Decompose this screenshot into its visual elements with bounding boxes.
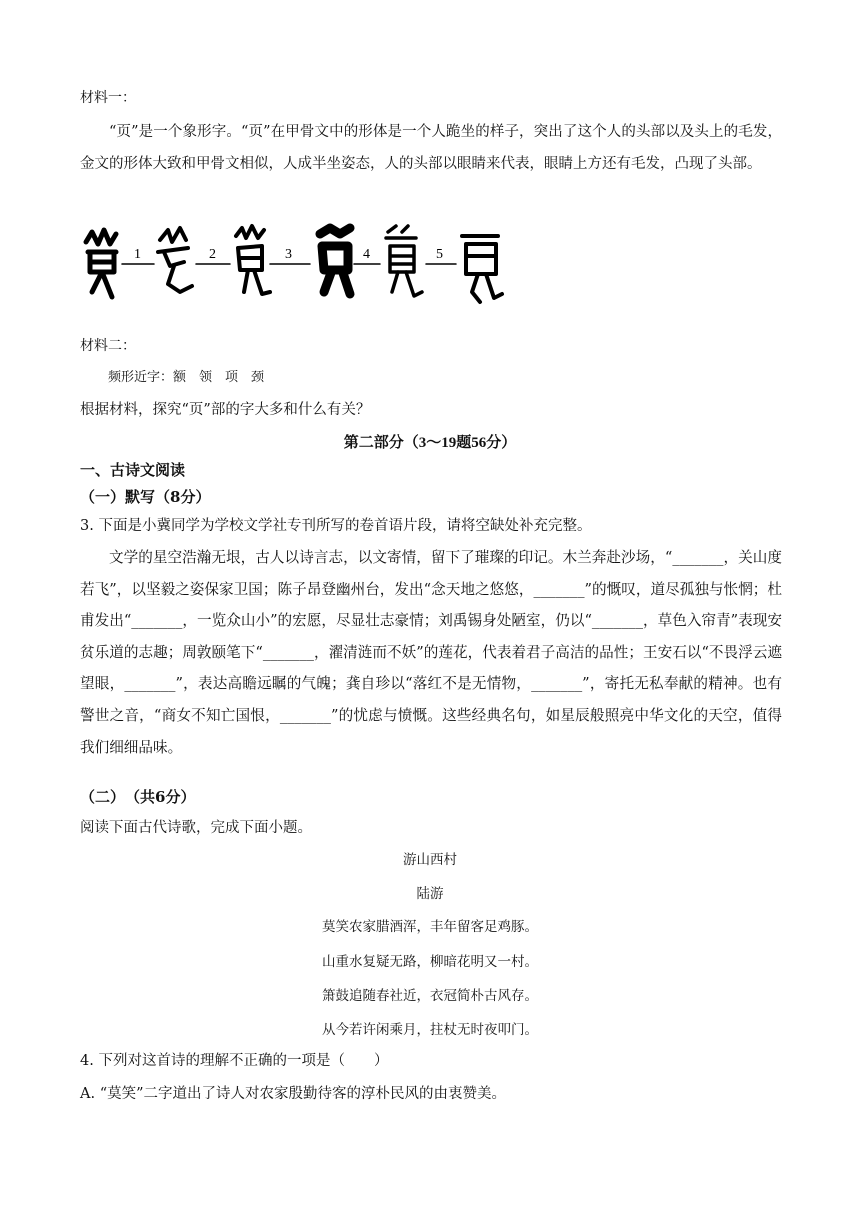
poem-author: 陆游 xyxy=(416,886,444,902)
q3-passage-block xyxy=(80,542,782,763)
evolution-step-5: 5 xyxy=(436,247,443,262)
evolution-step-4: 4 xyxy=(363,247,370,262)
poem-line: 从今若许闲乘月，拄杖无时夜叩门。 xyxy=(322,1022,538,1038)
ye-glyph-bronze-2-icon xyxy=(320,228,350,294)
evolution-step-2: 2 xyxy=(209,247,216,262)
poem-line: 箫鼓追随春社近，衣冠简朴古风存。 xyxy=(322,988,538,1004)
reading-instruction: 阅读下面古代诗歌，完成下面小题。 xyxy=(80,820,312,836)
explore-question: 根据材料，探究“页”部的字大多和什么有关？ xyxy=(80,402,371,418)
evolution-step-3: 3 xyxy=(285,247,292,262)
q4-stem: 4. 下列对这首诗的理解不正确的一项是（ ） xyxy=(80,1053,389,1069)
section1-heading: 一、古诗文阅读 xyxy=(80,461,186,479)
ye-character-evolution-figure xyxy=(82,222,512,312)
q3-stem: 3. 下面是小冀同学为学校文学社专刊所写的卷首语片段，请将空缺处补充完整。 xyxy=(80,518,592,534)
evolution-step-1: 1 xyxy=(134,247,141,262)
ye-glyph-seal-icon xyxy=(386,226,422,296)
subsection1-heading: （一）默写（8分） xyxy=(80,488,211,506)
q3-passage: 文学的星空浩瀚无垠，古人以诗言志，以文寄情，留下了璀璨的印记。木兰奔赴沙场，“_______，关山度若飞”，以坚毅之姿保家卫国；陈子昂登幽州台，发出“念天地之悠悠，_______”的慨叹，道尽孤独与怅惘；杜甫发出“_______，一览众山小”的宏愿，尽显壮志豪情；刘禹锡身处陋室，仍以“_______，草色入帘青”表现安贫乐道的志趣；周敦颐笔下“_______，濯清涟而不妖”的莲花，代表着君子高洁的品性；王安石以“不畏浮云遮望眼，_______”，表达高瞻远瞩的气魄；龚自珍以“落红不是无情物，_______”，寄托无私奉献的精神。也有警世之音，“商女不知亡国恨，_______”的忧虑与愤慨。这些经典名句，如星辰般照亮中华文化的天空，值得我们细细品味。 xyxy=(80,549,782,756)
ye-glyph-oracle-1-icon xyxy=(86,230,116,297)
material2-label: 材料二： xyxy=(80,338,136,354)
q4-option-a: A. “莫笑”二字道出了诗人对农家殷勤待客的淳朴民风的由衷赞美。 xyxy=(80,1086,507,1102)
ye-glyph-bronze-1-icon xyxy=(236,226,270,294)
material1-paragraph xyxy=(80,116,782,180)
material1-text: “页”是一个象形字。“页”在甲骨文中的形体是一个人跪坐的样子，突出了这个人的头部以及头上的毛发，金文的形体大致和甲骨文相似，人成半坐姿态，人的头部以眼睛来代表，眼睛上方还有毛发，凸现了头部。 xyxy=(80,124,782,172)
poem-title: 游山西村 xyxy=(403,852,457,868)
ye-glyph-oracle-2-icon xyxy=(158,228,192,292)
subsection2-heading: （二） （共6分） xyxy=(80,788,196,806)
material1-label: 材料一： xyxy=(80,90,136,106)
poem-line: 莫笑农家腊酒浑，丰年留客足鸡豚。 xyxy=(322,919,538,935)
similar-characters: 频形近字：额 领 项 颈 xyxy=(108,370,265,385)
part2-title: 第二部分（3～19题56分） xyxy=(343,435,517,451)
poem-line: 山重水复疑无路，柳暗花明又一村。 xyxy=(322,954,538,970)
ye-glyph-modern-icon xyxy=(462,236,502,302)
